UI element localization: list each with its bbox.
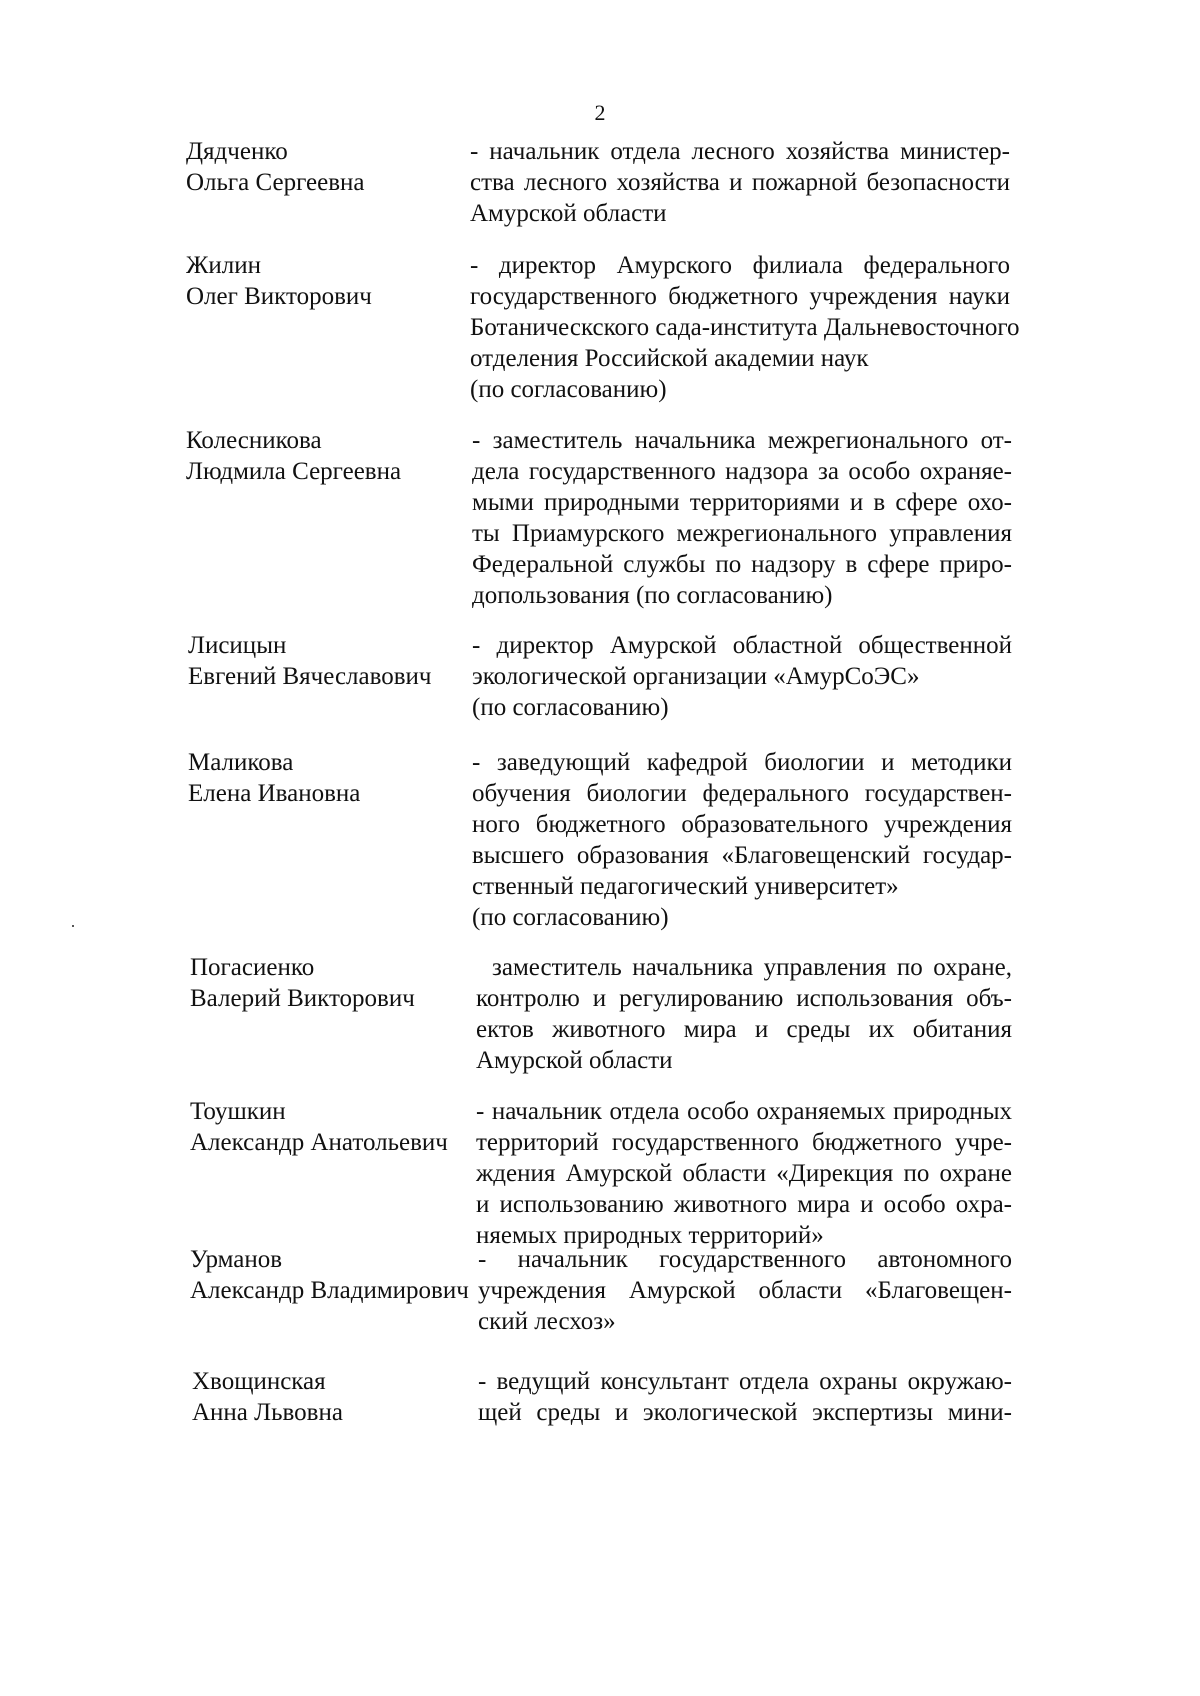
- member-name: [190, 952, 415, 1014]
- member-given-names: Анна Львовна: [192, 1399, 343, 1426]
- role-line: ного бюджетного образовательного учреждения: [472, 811, 1012, 838]
- member-role: [476, 952, 1012, 1076]
- role-line: обучения биологии федерального государствен-: [472, 780, 1012, 807]
- member-role: [472, 425, 1012, 611]
- role-line: Амурской области: [476, 1047, 673, 1074]
- role-line: - начальник государственного автономного: [478, 1246, 1012, 1273]
- role-line: дела государственного надзора за особо охраняе-: [472, 458, 1012, 485]
- page-number: 2: [594, 100, 606, 125]
- role-line: (по согласованию): [470, 376, 667, 403]
- role-line: - директор Амурской областной общественной: [472, 632, 1012, 659]
- member-role: [472, 747, 1012, 933]
- role-line: ственный педагогический университет»: [472, 873, 899, 900]
- member-given-names: Александр Владимирович: [190, 1277, 469, 1304]
- role-line: учреждения Амурской области «Благовещен-: [478, 1277, 1012, 1304]
- member-name: [188, 630, 432, 692]
- member-surname: Урманов: [190, 1246, 283, 1273]
- member-name: [190, 1244, 469, 1306]
- role-line: отделения Российской академии наук: [470, 345, 869, 372]
- member-role: [470, 136, 1010, 229]
- member-given-names: Александр Анатольевич: [190, 1129, 448, 1156]
- role-line: Ботаническского сада-института Дальневосточного: [470, 314, 1020, 341]
- member-role: [476, 1096, 1012, 1251]
- member-given-names: Олег Викторович: [186, 283, 372, 310]
- member-role: [478, 1244, 1012, 1337]
- role-line: контролю и регулированию использования объ-: [476, 985, 1012, 1012]
- member-surname: Лисицын: [188, 632, 287, 659]
- role-line: заместитель начальника управления по охране,: [492, 954, 1012, 981]
- member-surname: Тоушкин: [190, 1098, 286, 1125]
- role-line: ты Приамурского межрегионального управления: [472, 520, 1012, 547]
- member-name: [186, 136, 365, 198]
- role-line: щей среды и экологической экспертизы мини-: [478, 1399, 1012, 1426]
- role-line: ждения Амурской области «Дирекция по охране: [476, 1160, 1012, 1187]
- member-name: [190, 1096, 448, 1158]
- role-line: ектов животного мира и среды их обитания: [476, 1016, 1012, 1043]
- member-role: [472, 630, 1012, 723]
- member-surname: Колесникова: [186, 427, 322, 454]
- role-line: территорий государственного бюджетного учре-: [476, 1129, 1012, 1156]
- member-surname: Погасиенко: [190, 954, 315, 981]
- role-line: - начальник отдела особо охраняемых природных: [476, 1098, 1012, 1125]
- member-name: [186, 250, 372, 312]
- role-line: (по согласованию): [472, 694, 669, 721]
- role-line: ства лесного хозяйства и пожарной безопасности: [470, 169, 1010, 196]
- member-role: [478, 1366, 1012, 1428]
- role-line: государственного бюджетного учреждения науки: [470, 283, 1010, 310]
- member-surname: Жилин: [186, 252, 262, 279]
- member-name: [188, 747, 360, 809]
- role-line: ский лесхоз»: [478, 1308, 616, 1335]
- member-given-names: Валерий Викторович: [190, 985, 415, 1012]
- member-given-names: Ольга Сергеевна: [186, 169, 365, 196]
- role-line: - ведущий консультант отдела охраны окружаю-: [478, 1368, 1012, 1395]
- member-name: [186, 425, 401, 487]
- member-surname: Хвощинская: [192, 1368, 326, 1395]
- member-given-names: Елена Ивановна: [188, 780, 361, 807]
- role-line: (по согласованию): [472, 904, 669, 931]
- member-given-names: Евгений Вячеславович: [188, 663, 432, 690]
- role-line: мыми природными территориями и в сфере охо-: [472, 489, 1012, 516]
- role-line: - директор Амурского филиала федерального: [470, 252, 1010, 279]
- role-line: Федеральной службы по надзору в сфере приро-: [472, 551, 1012, 578]
- member-surname: Маликова: [188, 749, 294, 776]
- role-line: Амурской области: [470, 200, 667, 227]
- role-line: и использованию животного мира и особо охра-: [476, 1191, 1012, 1218]
- role-line: - заместитель начальника межрегионального от-: [472, 427, 1012, 454]
- role-line: экологической организации «АмурСоЭС»: [472, 663, 920, 690]
- member-name: [192, 1366, 343, 1428]
- scan-speck: [72, 925, 74, 927]
- role-line: высшего образования «Благовещенский государ-: [472, 842, 1012, 869]
- member-surname: Дядченко: [186, 138, 288, 165]
- role-line: няемых природных территорий»: [476, 1222, 824, 1249]
- member-role: [470, 250, 1020, 405]
- role-line: - начальник отдела лесного хозяйства министер-: [470, 138, 1010, 165]
- role-line: допользования (по согласованию): [472, 582, 833, 609]
- member-given-names: Людмила Сергеевна: [186, 458, 402, 485]
- role-line: - заведующий кафедрой биологии и методики: [472, 749, 1012, 776]
